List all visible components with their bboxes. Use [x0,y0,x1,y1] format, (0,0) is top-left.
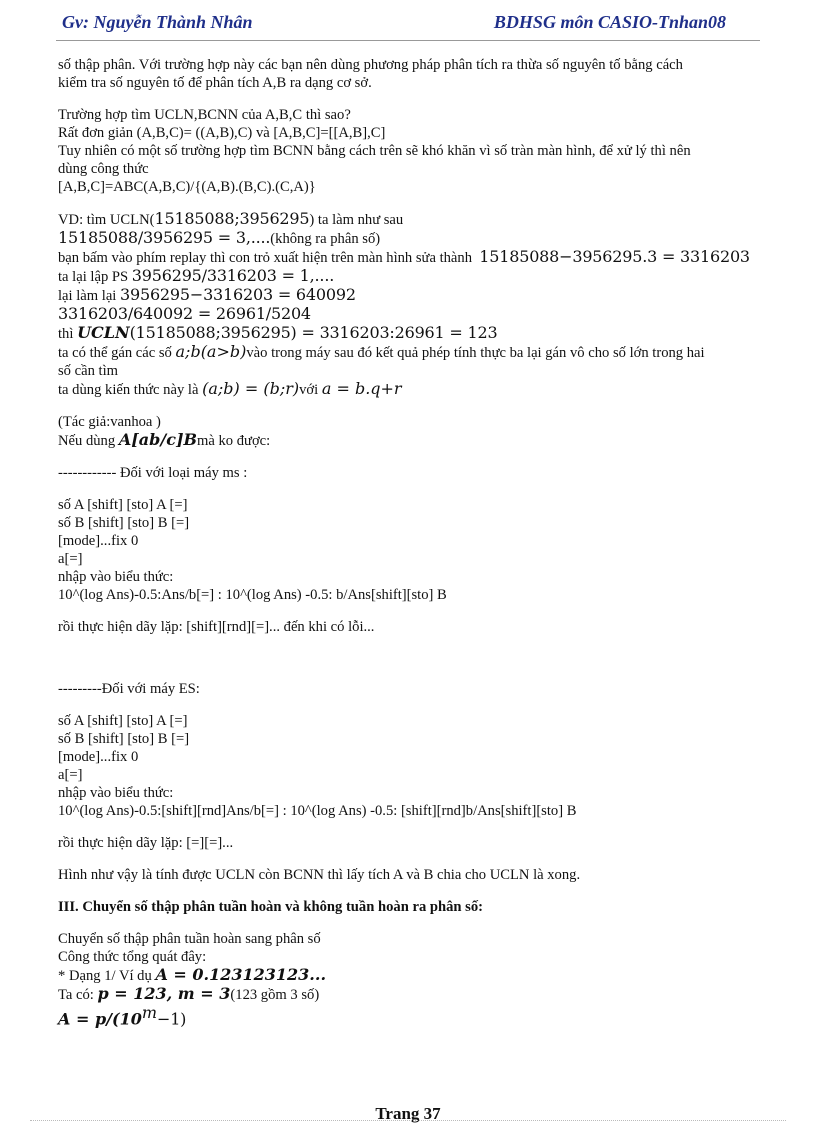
text-line: Nếu dùng A[ab/c]Bmà ko được: [58,430,271,449]
math-line: Ta có: p = 123, m = 3(123 gồm 3 số) [58,984,320,1003]
text-line: Chuyển số thập phân tuần hoàn sang phân số [58,931,321,947]
section-divider-es: ---------Đối với máy ES: [58,681,200,697]
text-line: rồi thực hiện dãy lặp: [=][=]... [58,835,234,851]
text-line: số B [shift] [sto] B [=] [58,515,190,531]
text-line: ta dùng kiến thức này là (a;b) = (b;r)với a = b.q+r [58,379,402,398]
math-line: thì UCLN(15185088;3956295) = 3316203:26961 = 123 [58,323,498,342]
text-line: [mode]...fix 0 [58,533,139,549]
math-line: bạn bấm vào phím replay thì con trỏ xuất hiện trên màn hình sửa thành 15185088−3956295.3 = 3316203 [58,247,750,266]
page-body [58,56,770,1029]
text-line: nhập vào biểu thức: [58,785,174,801]
text-line: ta có thể gán các số a;b(a>b)vào trong máy sau đó kết quả phép tính thực ba lại gán vô cho số lớn trong hai [58,342,705,361]
text-line: Tuy nhiên có một số trường hợp tìm BCNN bằng cách trên sẽ khó khăn vì số tràn màn hình, để xử lý thì nên [58,143,691,159]
header-rule [56,40,760,41]
math-line: 15185088/3956295 = 3,....(không ra phân số) [58,228,381,247]
header-author: Gv: Nguyễn Thành Nhân [62,12,253,32]
header-course: BDHSG môn CASIO-Tnhan08 [493,12,726,32]
text-line: [mode]...fix 0 [58,749,139,765]
text-line: số A [shift] [sto] A [=] [58,497,188,513]
text-line: dùng công thức [58,161,149,177]
example-line: VD: tìm UCLN(15185088;3956295) ta làm như sau [58,209,404,228]
text-line: rồi thực hiện dãy lặp: [shift][rnd][=]... đến khi có lỗi... [58,619,375,635]
text-line: số thập phân. Với trường hợp này các bạn nên dùng phương pháp phân tích ra thừa số nguyên tố bằng cách [58,57,683,73]
section-divider-ms: ------------ Đối với loại máy ms : [58,465,248,481]
text-line: (Tác giả:vanhoa ) [58,414,161,430]
text-line: a[=] [58,767,83,783]
page-header [62,12,726,36]
text-line: kiểm tra số nguyên tố để phân tích A,B ra dạng cơ sở. [58,75,372,91]
math-line: 3316203/640092 = 26961/5204 [58,304,311,323]
text-line: [A,B,C]=ABC(A,B,C)/{(A,B).(B,C).(C,A)} [58,179,316,195]
math-line: $A = p/(10^m-1)$ [58,1003,187,1029]
text-line: 10^(log Ans)-0.5:Ans/b[=] : 10^(log Ans) -0.5: b/Ans[shift][sto] B [58,587,447,603]
section-heading: III. Chuyển số thập phân tuần hoàn và không tuần hoàn ra phân số: [58,899,484,915]
math-line: lại làm lại 3956295−3316203 = 640092 [58,285,356,304]
math-line: * Dạng 1/ Ví dụ A = 0.123123123... [58,965,327,984]
text-line: số B [shift] [sto] B [=] [58,731,190,747]
text-line: Hình như vậy là tính được UCLN còn BCNN thì lấy tích A và B chia cho UCLN là xong. [58,867,581,883]
text-line: 10^(log Ans)-0.5:[shift][rnd]Ans/b[=] : 10^(log Ans) -0.5: [shift][rnd]b/Ans[shift][sto] B [58,803,577,819]
math-line: ta lại lập PS 3956295/3316203 = 1,.... [58,266,335,285]
footer-rule [30,1120,786,1121]
text-line: Trường hợp tìm UCLN,BCNN của A,B,C thì sao? [58,107,351,123]
text-line: Công thức tổng quát đây: [58,949,207,965]
text-line: số cần tìm [58,363,118,379]
text-line: Rất đơn giản (A,B,C)= ((A,B),C) và [A,B,C]=[[A,B],C] [58,125,386,141]
page-number: Trang 37 [375,1104,441,1123]
text-line: nhập vào biểu thức: [58,569,174,585]
text-line: a[=] [58,551,83,567]
text-line: số A [shift] [sto] A [=] [58,713,188,729]
